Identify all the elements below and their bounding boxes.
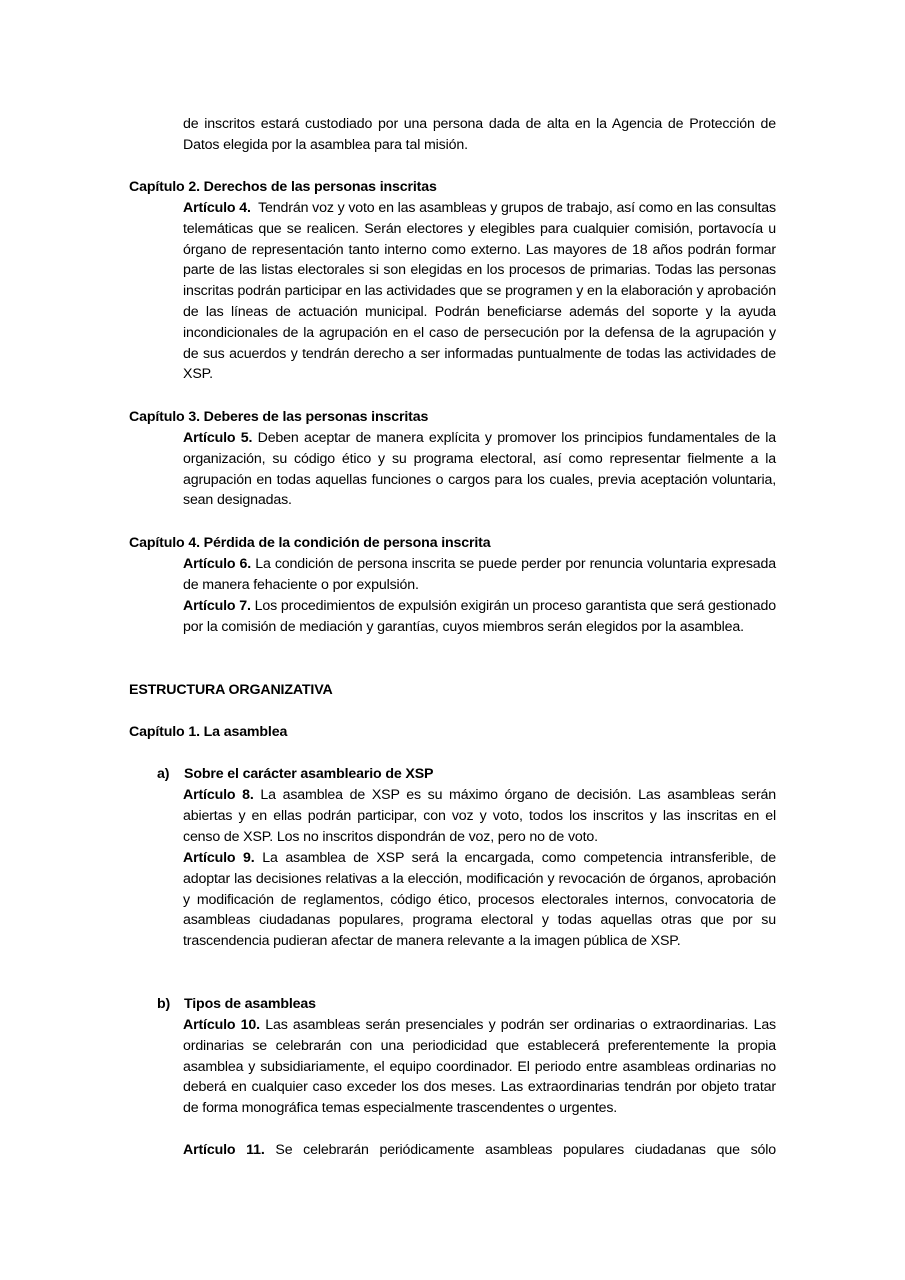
article-6-text: La condición de persona inscrita se puede perder por renuncia voluntaria expresada de manera fehaciente o por expulsión. (183, 556, 777, 593)
article-6 (183, 554, 776, 596)
subsection-b-marker: b) (157, 996, 171, 1012)
article-9-text: La asamblea de XSP será la encargada, como competencia intransferible, de adoptar las decisiones relativas a la elección, modificación y revocación de órganos, aprobación y modificación de reglamentos, código ético, procesos electorales internos, convocatoria de asambleas ciudadanas populares, programa electoral y todas aquellas otras que por su trascendencia pudieran afectar de manera relevante a la imagen pública de XSP. (183, 850, 776, 950)
article-8-label: Artículo 8. (183, 787, 254, 803)
intro-paragraph (183, 114, 776, 156)
subsection-b-title: Tipos de asambleas (184, 996, 316, 1012)
article-11 (183, 1140, 776, 1161)
article-8-text: La asamblea de XSP es su máximo órgano de decisión. Las asambleas serán abiertas y en ellas podrán participar, con voz y voto, todos los inscritos y las inscritas en el censo de XSP. Los no inscritos dispondrán de voz, pero no de voto. (183, 787, 776, 845)
article-4-label: Artículo 4. (183, 200, 251, 216)
subsection-a-title: Sobre el carácter asambleario de XSP (184, 766, 434, 782)
subsection-a-marker: a) (157, 766, 170, 782)
chapter-2-heading: Capítulo 2. Derechos de las personas inscritas (129, 179, 437, 195)
subsection-a-heading (157, 764, 433, 785)
chapter-3-heading: Capítulo 3. Deberes de las personas inscritas (129, 409, 429, 425)
chapter-1-heading: Capítulo 1. La asamblea (129, 724, 288, 740)
article-10 (183, 1015, 776, 1119)
article-7 (183, 596, 776, 638)
article-8 (183, 785, 776, 847)
article-7-text: Los procedimientos de expulsión exigirán un proceso garantista que será gestionado por la comisión de mediación y garantías, cuyos miembros serán elegidos por la asamblea. (183, 598, 776, 635)
article-9 (183, 848, 776, 952)
article-5-text: Deben aceptar de manera explícita y promover los principios fundamentales de la organización, su código ético y su programa electoral, así como representar fielmente a la agrupación en todas aquellas funciones o cargos para los cuales, previa aceptación voluntaria, sean designadas. (183, 430, 776, 509)
article-5-label: Artículo 5. (183, 430, 253, 446)
article-11-text: Se celebrarán periódicamente asambleas populares ciudadanas que sólo (275, 1142, 777, 1158)
article-4-text: Tendrán voz y voto en las asambleas y grupos de trabajo, así como en las consultas telemáticas que se realicen. Serán electores y elegibles para cualquier comisión, portavocía u órgano de representación tanto interno como externo. Las mayores de 18 años podrán formar parte de las listas electorales si son elegidas en los procesos de primarias. Todas las personas inscritas podrán participar en las actividades que se programen y en la elaboración y aprobación de las líneas de actuación municipal. Podrán beneficiarse además del soporte y la ayuda incondicionales de la agrupación en el caso de persecución por la defensa de la agrupación y de sus acuerdos y tendrán derecho a ser informadas puntualmente de todas las actividades de XSP. (183, 200, 776, 383)
article-10-text: Las asambleas serán presenciales y podrán ser ordinarias o extraordinarias. Las ordinarias se celebrarán con una periodicidad que establecerá preferentemente la propia asamblea y subsidiariamente, el equipo coordinador. El periodo entre asambleas ordinarias no deberá en cualquier caso exceder los dos meses. Las extraordinarias tendrán por objeto tratar de forma monográfica temas especialmente trascendentes o urgentes. (183, 1017, 777, 1117)
article-6-label: Artículo 6. (183, 556, 252, 572)
article-4 (183, 198, 776, 385)
article-11-label: Artículo 11. (183, 1142, 265, 1158)
intro-text: de inscritos estará custodiado por una persona dada de alta en la Agencia de Protección de Datos elegida por la asamblea para tal misión. (183, 116, 776, 153)
article-9-label: Artículo 9. (183, 850, 255, 866)
section-heading: ESTRUCTURA ORGANIZATIVA (129, 682, 333, 698)
subsection-b-heading (157, 994, 316, 1015)
article-5 (183, 428, 776, 511)
article-7-label: Artículo 7. (183, 598, 251, 614)
article-10-label: Artículo 10. (183, 1017, 260, 1033)
chapter-4-heading: Capítulo 4. Pérdida de la condición de persona inscrita (129, 535, 491, 551)
